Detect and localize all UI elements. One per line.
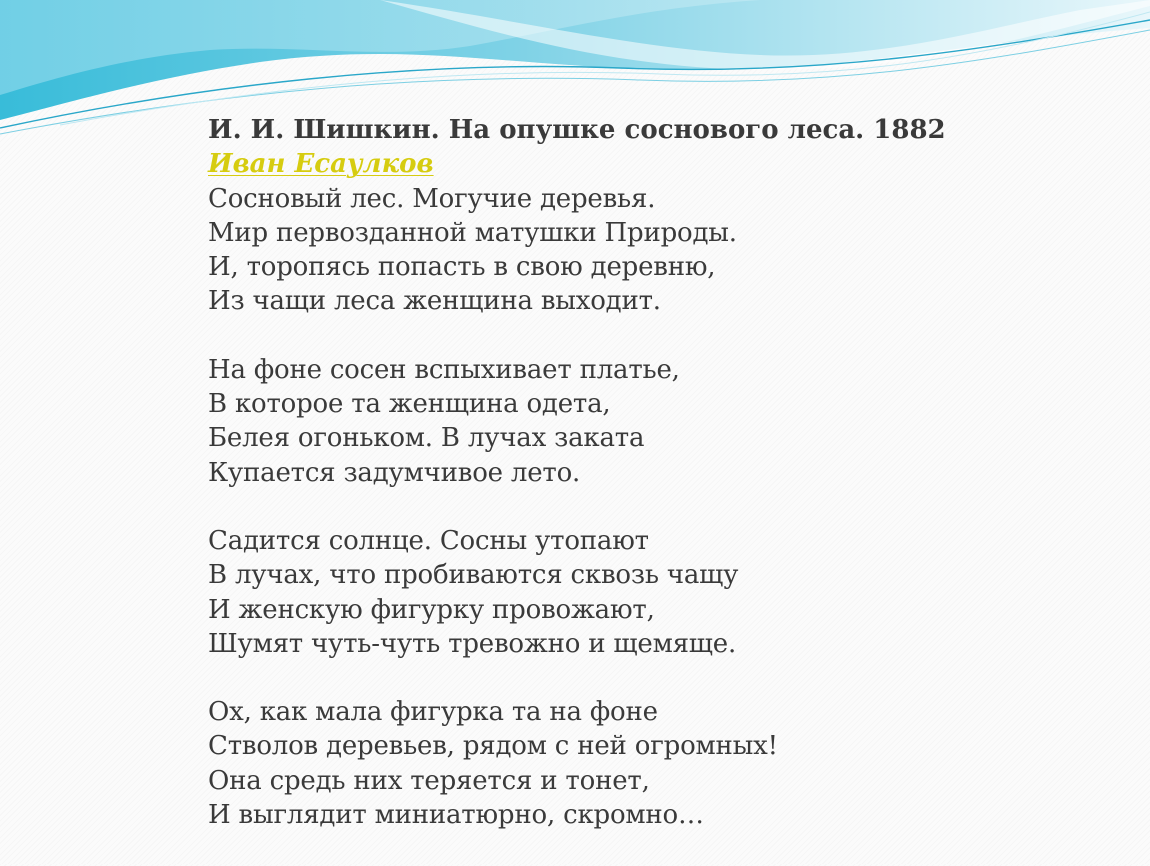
poem-title: И. И. Шишкин. На опушке соснового леса. 1882 [208, 115, 946, 145]
poem-line: В которое та женщина одета, [208, 389, 611, 420]
poem-line: Она средь них теряется и тонет, [208, 765, 650, 796]
poem-text-block [208, 113, 1088, 866]
poem-line: Садится солнце. Сосны утопают [208, 525, 649, 556]
poem-line: Из чащи леса женщина выходит. [208, 286, 661, 317]
poem-line: Ох, как мала фигурка та на фоне [208, 697, 658, 728]
poem-line: Купается задумчивое лето. [208, 457, 581, 488]
poem-author-link[interactable]: Иван Есаулков [208, 149, 434, 180]
poem-line: Шумят чуть-чуть тревожно и щемяще. [208, 628, 737, 659]
poem-line: И женскую фигурку провожают, [208, 594, 655, 625]
poem-line: В лучах, что пробиваются сквозь чащу [208, 560, 739, 591]
stanza-4 [208, 695, 1088, 832]
stanza-3 [208, 524, 1088, 661]
poem-line: Стволов деревьев, рядом с ней огромных! [208, 731, 778, 762]
poem-line: И выглядит миниатюрно, скромно… [208, 800, 704, 831]
poem-line: И, торопясь попасть в свою деревню, [208, 252, 716, 283]
poem-author-row [208, 147, 1088, 181]
stanza-2 [208, 353, 1088, 490]
poem-line: Сосновый лес. Могучие деревья. [208, 183, 656, 214]
poem-line: Мир первозданной матушки Природы. [208, 217, 737, 248]
poem-line: На фоне сосен вспыхивает платье, [208, 354, 680, 385]
poem-line: Белея огоньком. В лучах заката [208, 423, 645, 454]
stanza-1 [208, 182, 1088, 319]
